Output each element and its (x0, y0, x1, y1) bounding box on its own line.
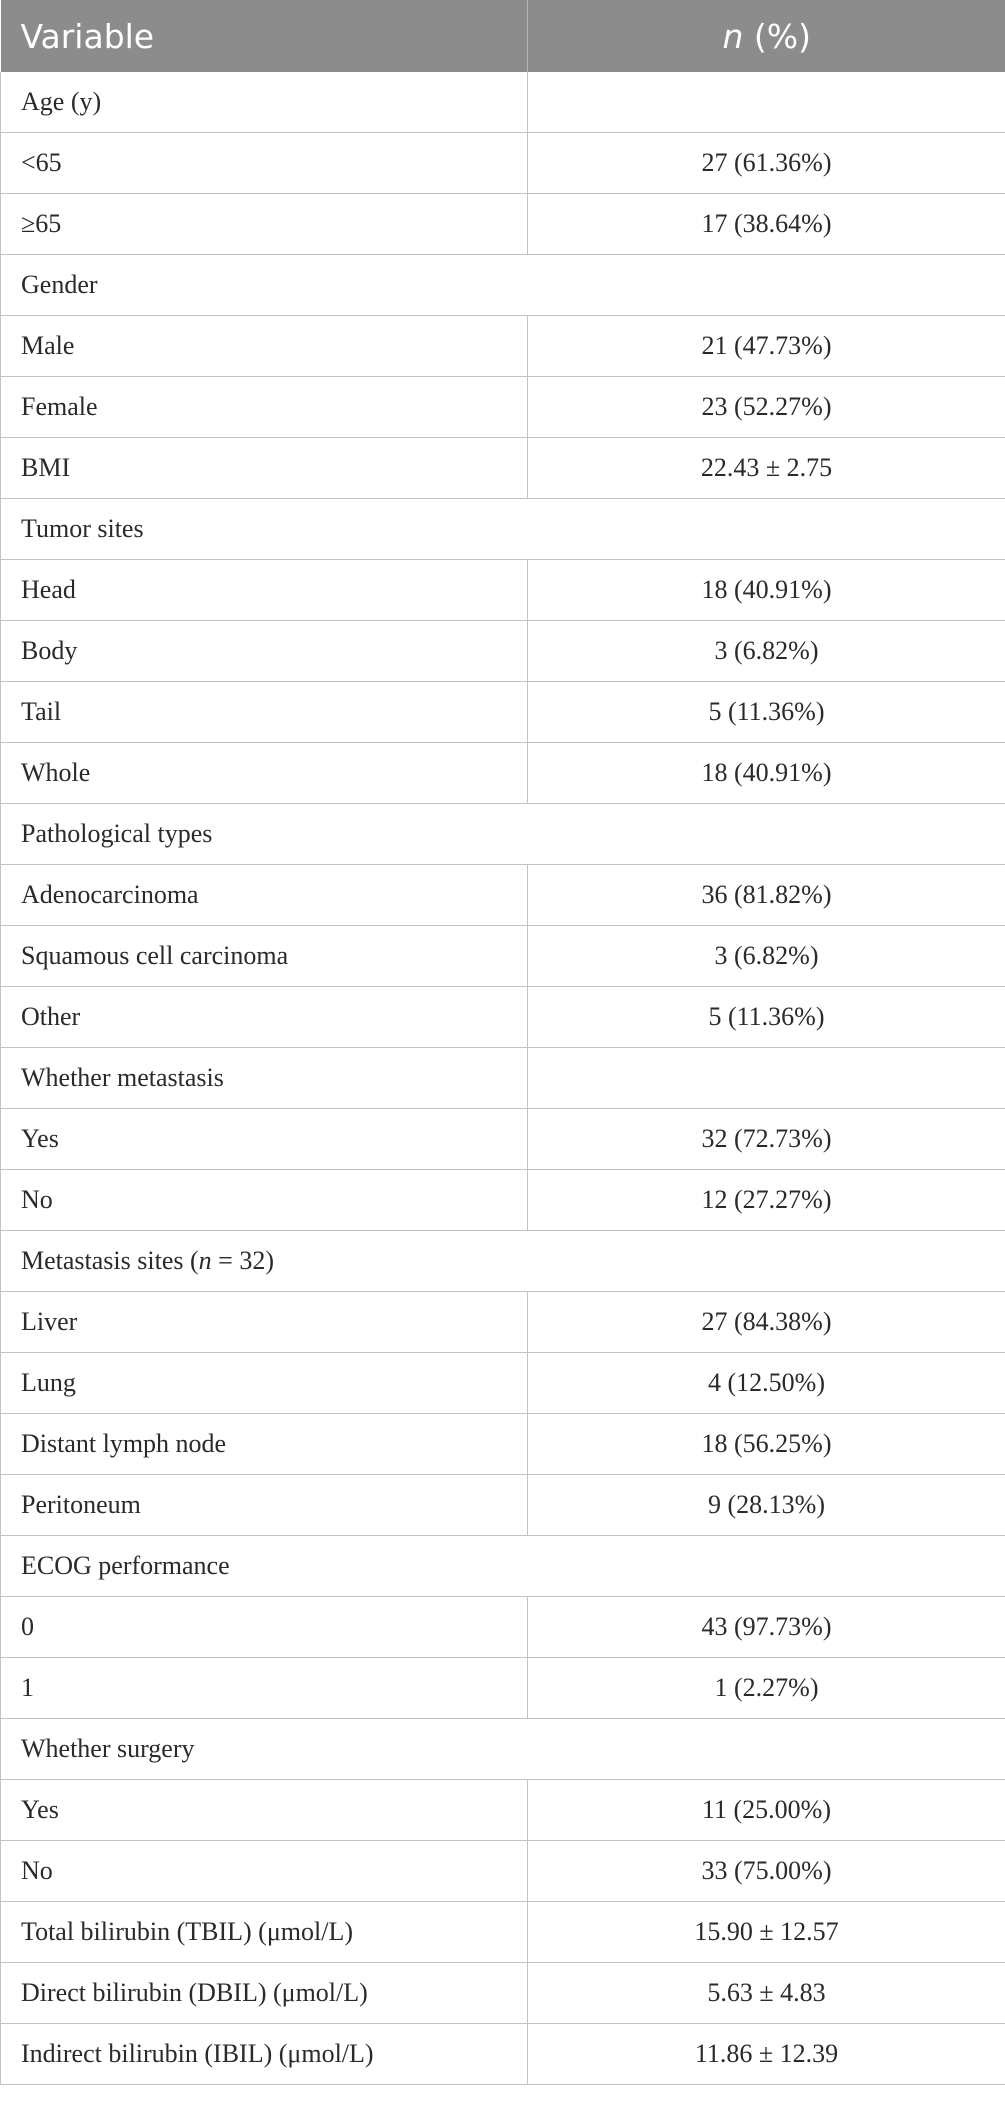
group-label-metastasis: Whether metastasis (1, 1048, 528, 1109)
row-value: 15.90 ± 12.57 (528, 1902, 1005, 1963)
table-row (1, 1536, 1005, 1597)
table-row (1, 1902, 1005, 1963)
row-value: 22.43 ± 2.75 (528, 438, 1005, 499)
percent-label: (%) (743, 16, 812, 56)
empty-cell (528, 804, 1005, 865)
row-label: Total bilirubin (TBIL) (μmol/L) (1, 1902, 528, 1963)
row-value: 17 (38.64%) (528, 194, 1005, 255)
table-row (1, 2024, 1005, 2085)
row-value: 33 (75.00%) (528, 1841, 1005, 1902)
row-value: 23 (52.27%) (528, 377, 1005, 438)
table-row (1, 1292, 1005, 1353)
row-value: 5 (11.36%) (528, 682, 1005, 743)
row-value: 5 (11.36%) (528, 987, 1005, 1048)
row-value: 4 (12.50%) (528, 1353, 1005, 1414)
row-label: Adenocarcinoma (1, 865, 528, 926)
table-row (1, 1109, 1005, 1170)
row-label: Whole (1, 743, 528, 804)
row-label: <65 (1, 133, 528, 194)
table-row (1, 1597, 1005, 1658)
table-row (1, 255, 1005, 316)
row-label: Indirect bilirubin (IBIL) (μmol/L) (1, 2024, 528, 2085)
table-row (1, 1170, 1005, 1231)
row-value: 1 (2.27%) (528, 1658, 1005, 1719)
row-label: Other (1, 987, 528, 1048)
row-label: Distant lymph node (1, 1414, 528, 1475)
row-label: Liver (1, 1292, 528, 1353)
row-label: Male (1, 316, 528, 377)
row-label: ≥65 (1, 194, 528, 255)
row-label: Squamous cell carcinoma (1, 926, 528, 987)
table-row (1, 926, 1005, 987)
table-row (1, 316, 1005, 377)
table-row (1, 1780, 1005, 1841)
n-percent-column-header (528, 0, 1005, 72)
table-row (1, 865, 1005, 926)
row-value: 27 (84.38%) (528, 1292, 1005, 1353)
table-row (1, 1475, 1005, 1536)
row-label: 1 (1, 1658, 528, 1719)
row-label: 0 (1, 1597, 528, 1658)
empty-cell (528, 1719, 1005, 1780)
header-row (1, 0, 1005, 72)
row-label: Female (1, 377, 528, 438)
table-row (1, 987, 1005, 1048)
group-label-age: Age (y) (1, 72, 528, 133)
empty-cell (528, 1231, 1005, 1292)
table-row (1, 804, 1005, 865)
row-label: BMI (1, 438, 528, 499)
row-value: 11 (25.00%) (528, 1780, 1005, 1841)
row-label: Lung (1, 1353, 528, 1414)
row-label: Yes (1, 1109, 528, 1170)
table-row (1, 377, 1005, 438)
row-value: 11.86 ± 12.39 (528, 2024, 1005, 2085)
group-label-surgery: Whether surgery (1, 1719, 528, 1780)
group-label-tumor-sites: Tumor sites (1, 499, 528, 560)
table-row (1, 743, 1005, 804)
table-row (1, 499, 1005, 560)
row-value: 3 (6.82%) (528, 621, 1005, 682)
row-label: Body (1, 621, 528, 682)
row-value: 9 (28.13%) (528, 1475, 1005, 1536)
row-value: 12 (27.27%) (528, 1170, 1005, 1231)
row-label: No (1, 1841, 528, 1902)
table-row (1, 560, 1005, 621)
empty-cell (528, 499, 1005, 560)
sites-label-suffix: = 32) (211, 1246, 274, 1275)
group-label-ecog: ECOG performance (1, 1536, 528, 1597)
table-row (1, 438, 1005, 499)
group-label-metastasis-sites (1, 1231, 528, 1292)
row-value: 5.63 ± 4.83 (528, 1963, 1005, 2024)
sites-n-symbol: n (198, 1246, 212, 1275)
table-row (1, 1719, 1005, 1780)
empty-cell (528, 72, 1005, 133)
row-value: 32 (72.73%) (528, 1109, 1005, 1170)
table-body (1, 72, 1005, 2085)
row-label: No (1, 1170, 528, 1231)
empty-cell (528, 1536, 1005, 1597)
table-row (1, 1963, 1005, 2024)
row-value: 36 (81.82%) (528, 865, 1005, 926)
empty-cell (528, 255, 1005, 316)
row-value: 18 (40.91%) (528, 560, 1005, 621)
table-header (1, 0, 1005, 72)
table-row (1, 133, 1005, 194)
variable-column-header: Variable (1, 0, 528, 72)
row-value: 43 (97.73%) (528, 1597, 1005, 1658)
n-symbol: n (722, 16, 744, 56)
table-row (1, 682, 1005, 743)
group-label-pathological-types: Pathological types (1, 804, 528, 865)
row-value: 18 (56.25%) (528, 1414, 1005, 1475)
table-row (1, 1048, 1005, 1109)
row-value: 21 (47.73%) (528, 316, 1005, 377)
table-row (1, 1231, 1005, 1292)
table-row (1, 1841, 1005, 1902)
row-label: Yes (1, 1780, 528, 1841)
row-label: Head (1, 560, 528, 621)
row-label: Tail (1, 682, 528, 743)
table-row (1, 1658, 1005, 1719)
table-row (1, 72, 1005, 133)
group-label-gender: Gender (1, 255, 528, 316)
row-value: 27 (61.36%) (528, 133, 1005, 194)
row-label: Peritoneum (1, 1475, 528, 1536)
row-value: 3 (6.82%) (528, 926, 1005, 987)
sites-label-prefix: Metastasis sites ( (21, 1246, 199, 1275)
table-row (1, 1353, 1005, 1414)
table-row (1, 621, 1005, 682)
empty-cell (528, 1048, 1005, 1109)
table-row (1, 194, 1005, 255)
table-row (1, 1414, 1005, 1475)
row-label: Direct bilirubin (DBIL) (μmol/L) (1, 1963, 528, 2024)
row-value: 18 (40.91%) (528, 743, 1005, 804)
